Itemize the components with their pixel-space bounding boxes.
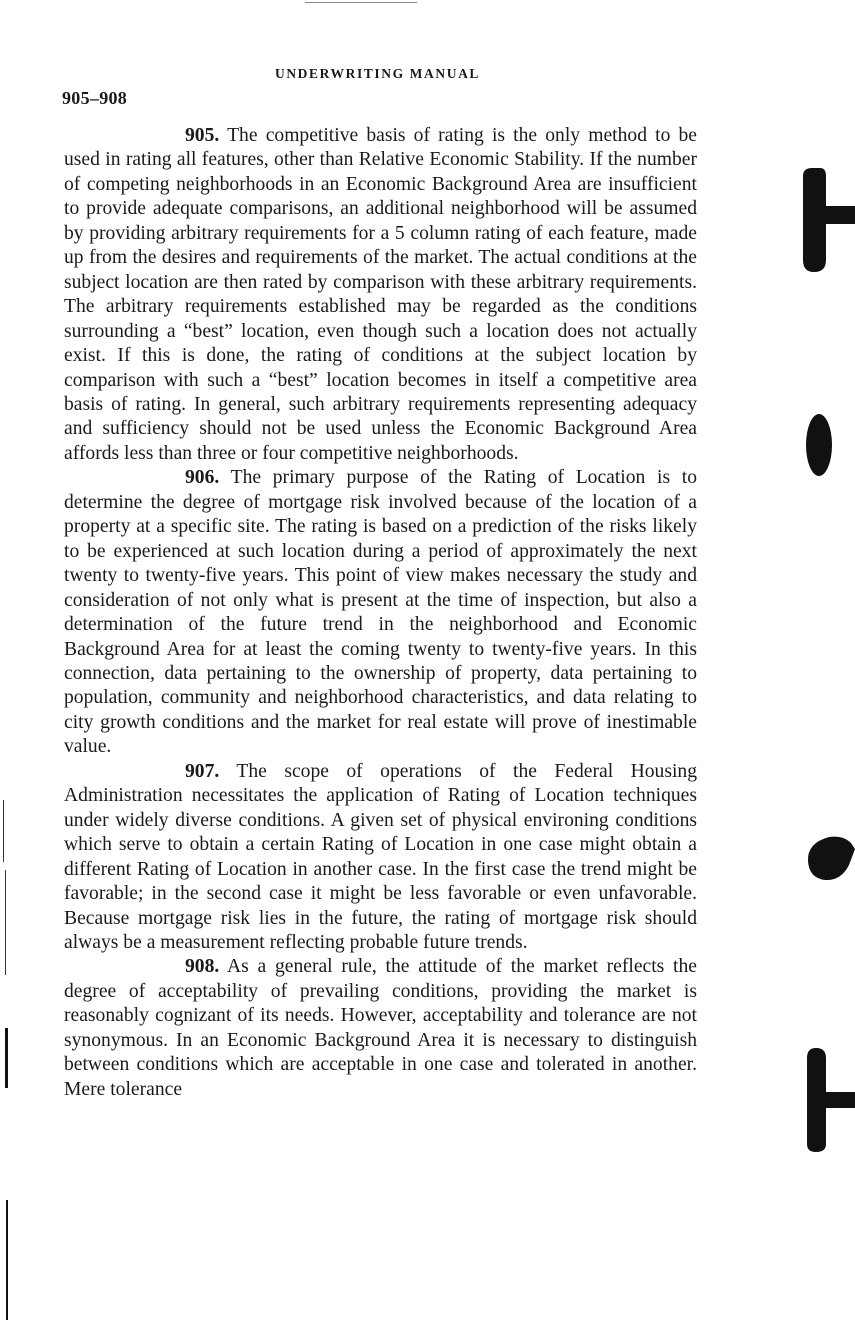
binding-mark-bottom xyxy=(804,1048,855,1152)
edge-mark xyxy=(5,1028,8,1088)
paragraph-text: The competitive basis of rating is the only method to be used in rating all features, other than Relative Economic Stability. If the number of competing neighborhoods in an Economic Background Area are insufficient to provide adequate comparisons, an additional neighborhood will be assumed by providing arbitrary requirements for a 5 column rating of each feature, made up from the desires and requirements of the market. The actual conditions at the subject location are then rated by comparison with these arbitrary requirements. The arbitrary requirements established may be regarded as the conditions surrounding a “best” location, even though such a location does not actually exist. If this is done, the rating of conditions at the subject location by comparison with such a “best” location becomes in itself a competitive area basis of rating. In general, such arbitrary requirements representing adequacy and sufficiency should not be used unless the Economic Background Area affords less than three or four competitive neighborhoods. xyxy=(64,125,697,464)
paragraph-905 xyxy=(64,124,697,466)
edge-mark xyxy=(3,800,4,862)
paragraph-text: The primary purpose of the Rating of Location is to determine the degree of mortgage risk involved because of the location of a property at a specific site. The rating is based on a prediction of the risks likely to be experienced at such location during a period of approximately the next twenty to twenty-five years. This point of view makes necessary the study and consideration of not only what is present at the time of inspection, but also a determination of the future trend in the neighborhood and Economic Background Area for at least the coming twenty to twenty-five years. In this connection, data pertaining to the ownership of property, data pertaining to population, community and neighborhood characteristics, and data relating to city growth conditions and the market for real estate will prove of inestimable value. xyxy=(64,467,697,758)
binding-mark-round xyxy=(807,835,855,881)
paragraph-number: 908. xyxy=(185,956,220,978)
paragraph-908 xyxy=(64,955,697,1102)
top-rule xyxy=(305,2,417,3)
edge-mark xyxy=(5,870,6,975)
paragraph-number: 906. xyxy=(185,467,220,489)
paragraph-text: The scope of operations of the Federal Housing Administration necessitates the application of Rating of Location techniques under widely diverse conditions. A given set of physical environing conditions which serve to obtain a certain Rating of Location in one case might obtain a different Rating of Location in another case. In the first case the trend might be favorable; in the second case it might be less favorable or even unfavorable. Because mortgage risk lies in the future, the rating of mortgage risk should always be a measurement reflecting probable future trends. xyxy=(64,760,697,953)
edge-mark xyxy=(6,1200,8,1320)
binding-mark-top xyxy=(800,168,855,272)
binding-mark-oval xyxy=(806,414,832,476)
paragraph-906 xyxy=(64,466,697,759)
body-text xyxy=(64,124,697,1102)
section-range: 905–908 xyxy=(62,88,128,108)
paragraph-number: 907. xyxy=(185,760,220,782)
paragraph-text: As a general rule, the attitude of the market reflects the degree of acceptability of prevailing conditions, providing the market is reasonably cognizant of its needs. However, acceptability and tolerance are not synonymous. In an Economic Background Area it is necessary to distinguish between conditions which are acceptable in one case and tolerated in another. Mere tolerance xyxy=(64,956,697,1100)
running-title: UNDERWRITING MANUAL xyxy=(274,66,481,81)
paragraph-number: 905. xyxy=(185,125,220,146)
paragraph-907 xyxy=(64,760,697,956)
